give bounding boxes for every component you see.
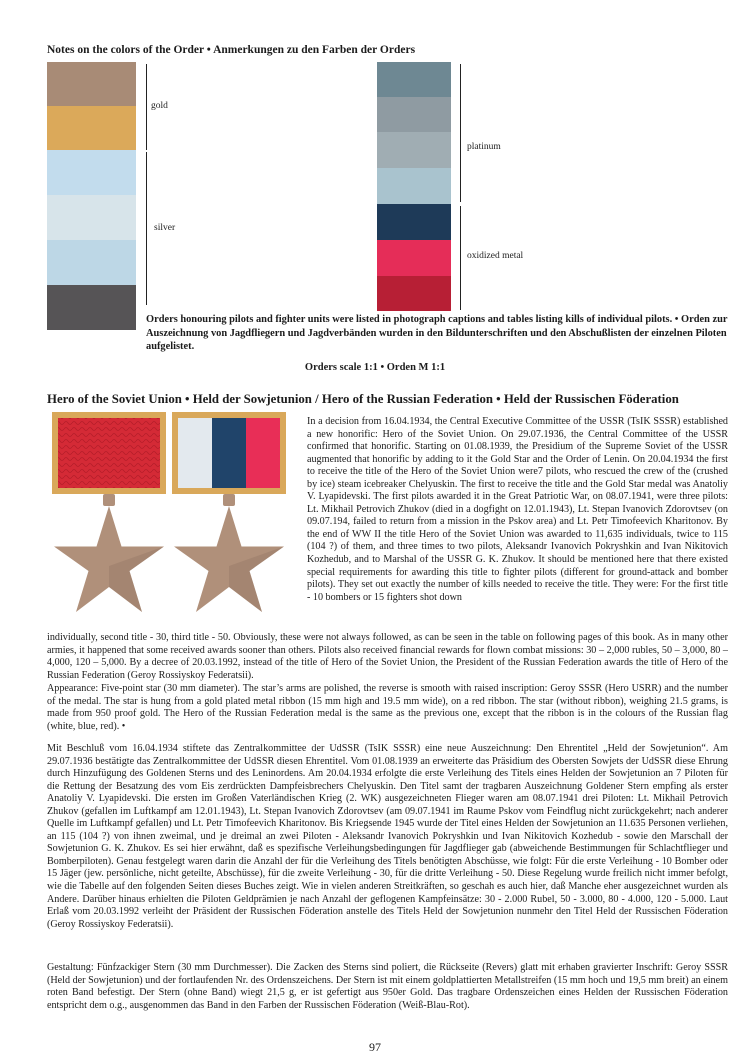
medal-star [54,506,164,612]
platinum-label: platinum [467,142,501,152]
page-number: 97 [369,1040,381,1054]
silver-label: silver [154,223,176,233]
swatch-platinum-3 [377,132,451,168]
hero-text-en-2: individually, second title - 30, third title - 50. Obviously, these were not always followed, as can be seen in the table on following pages of this book. As in many other armies, it happened that some received awards sooner than others. Pilots also received financial rewards for flown combat missions: 30 – 2,000 rubles, 50 – 3,000, 80 – 4,000, 120 – 5,000. By a decree of 20.03.1992, instead of the title of Hero of the Soviet Union, the President of the Russian Federation awards the title of Hero of the Russian Federation (Geroy Rossiyskoy Federatsii). [47,632,728,681]
platinum-bracket [460,64,461,202]
swatch-gold-2 [47,106,136,150]
gold-label: gold [151,101,168,111]
swatch-platinum-2 [377,97,451,132]
medal-star [174,506,284,612]
orders-scale: Orders scale 1:1 • Orden M 1:1 [304,362,446,373]
silver-bracket [146,152,147,305]
swatch-silver-2 [47,195,136,240]
swatch-oxidized-3 [377,276,451,311]
ribbon-texture [58,418,160,488]
swatch-oxidized-2 [377,240,451,276]
swatch-dark [47,285,136,330]
gold-star-medal-russia [160,408,300,628]
swatch-silver-1 [47,150,136,195]
hero-appearance-de: Gestaltung: Fünfzackiger Stern (30 mm Durchmesser). Die Zacken des Sterns sind poliert, die Rückseite (Revers) glatt mit erhaben gravierter Inschrift: Geroy SSSR (Held der Sowjetunion) und der fortlaufenden Nr. des Ordenszeichens. Der Stern ist mit einem goldplattierten Metallstreifen (15 mm hoch und 19,5 mm breit) an einem roten Band befestigt. Der Stern (ohne Band) wiegt 21,5 g, er ist gefertigt aus 950er Gold. Das tragbare Ordenszeichen eines Helden der Russischen Föderation entspricht dem o.g., ausgenommen das Band in den Farben der Russischen Föderation (Weiß-Blau-Rot). [47,962,728,1011]
gold-bracket [146,64,147,150]
swatch-oxidized-1 [377,204,451,240]
oxidized-bracket [460,206,461,310]
hero-text-en-1: In a decision from 16.04.1934, the Central Executive Committee of the USSR (TsIK SSSR) established a new honorific: Hero of the Soviet Union. On 29.07.1936, the Central Committee of the USSR confirmed that honorific. Starting on 01.08.1939, the Presidium of the Supreme Soviet of the USSR augmented that honorific by adding to it the Gold Star and the Order of Lenin. On 20.04.1934 the first to receive the title of the Hero of the Soviet Union were7 pilots, who rescued the crew of the (crushed by ice) steam icebreaker Chelyuskin. The first to receive the title and the Gold Star medal was Anatoliy V. Lyapidevski. The first pilots awarded it in the Great Patriotic War, on 08.07.1941, were three pilots: Lt. Mikhail Petrovich Zhukov (died in a dogfight on 12.01.1943), Lt. Stepan Ivanovich Zdorovtsev (on 09.07.194, failed to return from a mission in the Pskov area) and Lt. Petr Timofeevich Kharitonov. By the end of WW II the title Hero of the Soviet Union was awarded to 11,635 individuals, twice to 115 (104 ?) of them, and three times to two pilots, Aleksandr Ivanovich Pokryshkin and Ivan Nikitovich Kozhedub, and to Marshal of the USSR G. K. Zhukov. It should be mentioned here that there existed special requirements for awarding this title to fighter pilots (different for ground-attack and bomber pilots). They set out exactly the number of kills needed to receive the title. They were: For the first title - 10 bombers or 15 fighters shot down [307,416,728,603]
swatch-platinum-1 [377,62,451,97]
oxidized-label: oxidized metal [467,251,524,261]
notes-heading: Notes on the colors of the Order • Anmerkungen zu den Farben der Orders [47,44,416,56]
hero-heading: Hero of the Soviet Union • Held der Sowjetunion / Hero of the Russian Federation • Held der Russischen Föderation [47,392,679,406]
flag-blue-stripe [212,418,246,488]
orders-caption: Orders honouring pilots and fighter units were listed in photograph captions and tables listing kills of individual pilots. • Orden zur Auszeichnung von Jagdfliegern und Jagdverbänden wurden in den Bildunterschriften und den Abschußlisten der einzelnen Piloten aufgelistet. [146,314,728,352]
swatch-platinum-4 [377,168,451,204]
hero-appearance-en: Appearance: Five-point star (30 mm diameter). The star’s arms are polished, the reverse is smooth with raised inscription: Geroy SSSR (Hero USRR) and the number of the medal. The star is hung from a gold plated metal ribbon (15 mm high and 19.5 mm wide), on a red ribbon. The star (without ribbon), weighing 21.5 grams, is made from 950 proof gold. The Hero of the Russian Federation medal is the same as the previous one, except that the ribbon is in the colours of the Russian flag (white, blue, red). • [47,683,728,732]
flag-red-stripe [246,418,280,488]
flag-white-stripe [178,418,212,488]
swatch-silver-3 [47,240,136,285]
medal-ring [103,494,115,506]
gold-star-medal-ussr [40,408,180,628]
hero-text-de-1: Mit Beschluß vom 16.04.1934 stiftete das Zentralkommittee der UdSSR (TsIK SSSR) eine neue Auszeichnung: Den Ehrentitel „Held der Sowjetunion“. Am 29.07.1936 bestätigte das Zentralkommittee der UdSSR diesen Ehrentitel. Vom 01.08.1939 an erweiterte das Präsidium des Obersten Sowjets der UdSSR diese Ehrung durch Hinzufügung des Goldenen Sterns und des Leninordens. Am 20.04.1934 erfolgte die erste Verleihung des Titels eines Helden der Sowjetunion an 7 Piloten für die Rettung der Besatzung des vom Eis zerdrückten Dampfeisbrechers Chelyuskin. Den Titel samt der tragbaren Auszeichnung Goldener Stern empfing als erster Anatoliy V. Lyapidevski. Die ersten im Großen Vaterländischen Krieg (2. WK) ausgezeichneten Flieger waren am 08.07.1941 drei Piloten: Lt. Mikhail Petrovich Zhukov (gefallen im Luftkampf am 12.01.1943), Lt. Stepan Ivanovich Zdorovtsev (am 09.07.1941 im Raume Pskov vom Feindflug nicht zurückgekehrt; nach anderer Quelle im Luftkampf gefallen) und Lt. Petr Timofeevich Kharitonov. Bis Kriegsende 1945 wurde der Titel eines Helden der Sowjetunion an 11.635 Personen verliehen, an 115 (104 ?) von ihnen zweimal, und je dreimal an zwei Piloten - Aleksandr Ivanovich Pokryshkin und Ivan Nikitovich Kozhedub - sowie den Marschall der Sowjetunion G. K. Zhukov. Es sei hier erwähnt, daß es spezifische Verleihungsbedingungen für Jagdflieger gab (abweichende Bestimmungen für Schlachtflieger und Bomberpiloten). Genau festgelegt waren darin die Anzahl der für die Verleihung des Titels benötigten Abschüsse, wie folgt: Für die erste Verleihung - 10 Bomber oder 15 Jäger (jew. persönliche, nicht geteilte, Abschüsse), für die zweite Verleihung - 30, für die dritte Verleihung - 50. Diese Regelung wurde freilich nicht immer befolgt, wie die Tabelle auf den folgenden Seiten dieses Buches zeigt. Wie in vielen anderen Streitkräften, so geschah es auch hier, daß Manche eher ausgezeichnet wurden als Andere. Darüber hinaus erhielten die Piloten Geldprämien je nach Anzahl der geflogenen Kampfeinsätze: 30 - 2.000 Rubel, 50 - 3.000, 80 - 4.000, 120 - 5.000. Laut Erlaß vom 20.03.1992 verleiht der Präsident der Russischen Föderation anstelle des Titels Held der Sowjetunion nunmehr den Titel Held der Russischen Föderation (Geroy Rossiyskoy Federatsii). [47,743,728,930]
medal-ring [223,494,235,506]
swatch-gold-1 [47,62,136,106]
